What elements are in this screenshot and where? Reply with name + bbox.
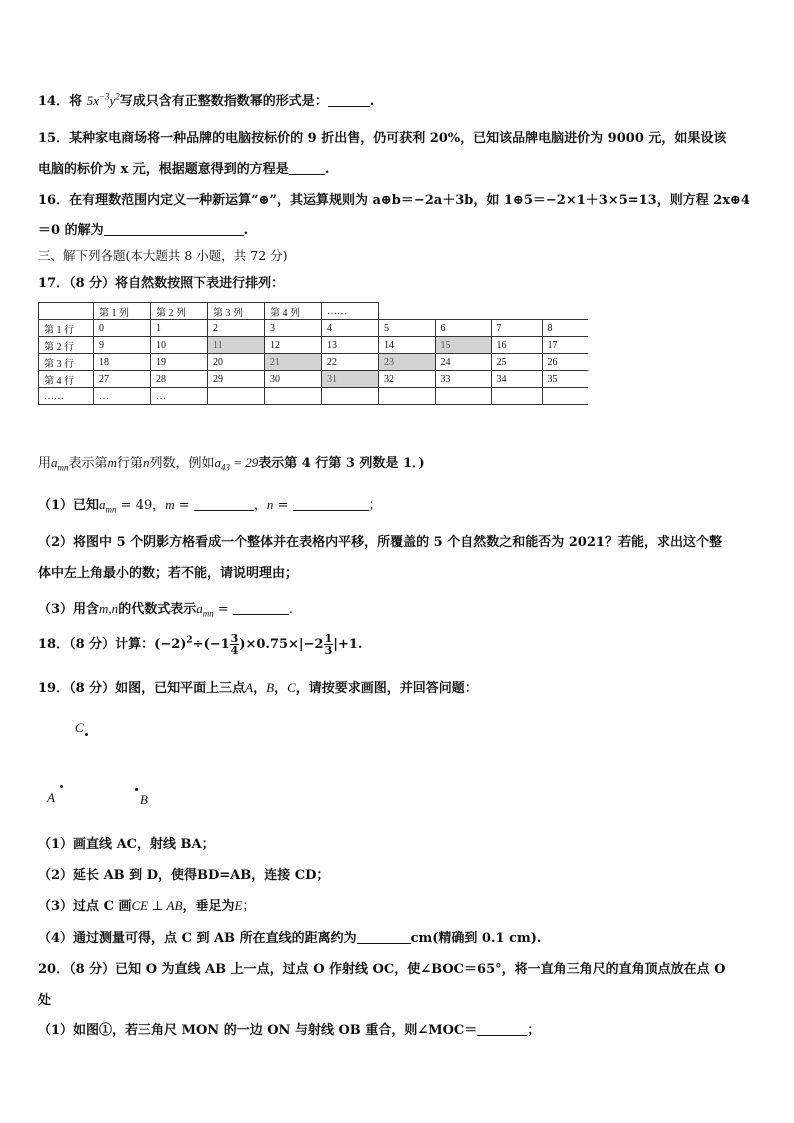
table-cell: 10 [151,337,208,354]
table-cell [322,388,379,405]
question-17-intro: 17．（8 分）将自然数按照下表进行排列： [38,276,285,291]
fraction: $\frac{3}{4}$ [230,632,239,657]
table-cell [379,388,436,405]
answer-blank [357,943,411,944]
table-cell: 25 [491,354,542,371]
table-cell: … [151,388,208,405]
question-15-line2: 电脑的标价为 x 元，根据题意得到的方程是 . [38,162,330,177]
table-row [39,388,589,405]
point-c-dot [85,733,88,736]
answer-blank [289,174,325,175]
table-cell [39,303,94,320]
q14-expression: $5x^{-3}y^2$ [86,91,120,108]
table-row [39,337,589,354]
shaded-cell: 31 [322,371,379,388]
table-cell [491,303,542,320]
table-cell: 第 4 列 [265,303,322,320]
answer-blank [104,235,244,236]
table-cell [435,303,491,320]
table-cell [379,303,436,320]
table-row [39,320,589,337]
question-19-intro: 19．（8 分）如图，已知平面上三点A，B，C，请按要求画图，并回答问题： [38,680,478,696]
q17-note: 用$a_{mn}$表示第m行第n列数，例如$a_{43} = 29$表示第 4 行第 3 列数是 1．) [38,455,425,473]
table-cell [491,388,542,405]
table-cell: 32 [379,371,436,388]
q19-part3: （3）过点 C 画CE ⊥ AB，垂足为E； [38,898,256,914]
table-cell [265,388,322,405]
section-heading: 三、解下列各题(本大题共 8 小题，共 72 分) [38,248,288,263]
point-c-label: C [75,720,84,735]
table-cell: 24 [435,354,491,371]
table-cell: … [94,388,151,405]
table-cell: 第 1 行 [39,320,94,337]
table-cell: 14 [379,337,436,354]
q19-part1: （1）画直线 AC，射线 BA； [38,837,215,852]
table-cell: 12 [265,337,322,354]
table-cell: …… [322,303,379,320]
answer-blank [194,510,254,511]
table-cell: 26 [542,354,588,371]
question-14: 14．将 $5x^{-3}y^2$写成只含有正整数指数幂的形式是： . [38,91,375,109]
table-cell [208,388,265,405]
table-cell: 第 4 行 [39,371,94,388]
q17-part1: （1）已知$a_{mn} = 49$，m = ，n = ； [38,497,382,515]
table-cell: 第 3 行 [39,354,94,371]
shaded-cell: 23 [379,354,436,371]
table-cell: 第 1 列 [94,303,151,320]
table-cell: 4 [322,320,379,337]
q17-part2-line1: （2）将图中 5 个阴影方格看成一个整体并在表格内平移，所覆盖的 5 个自然数之和能否为 2021？若能，求出这个整 [38,535,722,550]
table-cell: 第 2 列 [151,303,208,320]
question-20-line1: 20．（8 分）已知 O 为直线 AB 上一点，过点 O 作射线 OC，使∠BOC＝65°，将一直角三角尺的直角顶点放在点 O [38,962,726,977]
table-cell: 17 [542,337,588,354]
fraction: $\frac{1}{3}$ [324,632,333,657]
table-cell: 5 [379,320,436,337]
table-cell: 9 [94,337,151,354]
point-b-dot [135,788,138,791]
table-cell: 35 [542,371,588,388]
q19-part2: （2）延长 AB 到 D，使得BD=AB，连接 CD； [38,868,330,883]
point-b-label: B [140,792,148,807]
table-cell: 19 [151,354,208,371]
table-cell [542,388,588,405]
point-a-dot [60,785,63,788]
answer-blank [233,614,289,615]
question-16-line1: 16．在有理数范围内定义一种新运算“⊕”，其运算规则为 a⊕b＝−2a＋3b，如 1⊕5＝−2×1＋3×5=13，则方程 2x⊕4 [38,193,750,208]
table-cell: 13 [322,337,379,354]
point-a-label: A [47,790,55,805]
table-row [39,371,589,388]
question-20-line2: 处 [38,993,52,1008]
answer-blank [293,510,369,511]
table-cell: 8 [542,320,588,337]
table-cell: 20 [208,354,265,371]
q17-part3: （3）用含m,n的代数式表示$a_{mn}$ = . [38,601,294,619]
table-cell: …… [39,388,94,405]
table-cell [542,303,588,320]
answer-blank [328,106,370,107]
question-15-line1: 15．某种家电商场将一种品牌的电脑按标价的 9 折出售，仍可获利 20%，已知该品牌电脑进价为 9000 元，如果设该 [38,131,727,146]
q17-part2-line2: 体中左上角最小的数；若不能，请说明理由； [38,566,299,581]
shaded-cell: 15 [435,337,491,354]
table-cell [435,388,491,405]
table-cell: 3 [265,320,322,337]
table-cell: 33 [435,371,491,388]
table-cell: 22 [322,354,379,371]
table-header-row [39,303,589,320]
table-cell: 2 [208,320,265,337]
table-cell: 18 [94,354,151,371]
table-cell: 7 [491,320,542,337]
shaded-cell: 21 [265,354,322,371]
table-cell: 30 [265,371,322,388]
q20-part1: （1）如图①，若三角尺 MON 的一边 ON 与射线 OB 重合，则∠MOC＝ ； [38,1023,541,1038]
table-cell: 27 [94,371,151,388]
shaded-cell: 11 [208,337,265,354]
table-cell: 第 2 行 [39,337,94,354]
table-cell: 29 [208,371,265,388]
number-table [38,302,588,405]
table-cell: 第 3 列 [208,303,265,320]
table-cell: 6 [435,320,491,337]
table-row [39,354,589,371]
table-cell: 28 [151,371,208,388]
table-cell: 0 [94,320,151,337]
question-18: 18．（8 分）计算：$(-2)^2\div(-1$ $\frac{3}{4}$ )×0.75×|−2 $\frac{1}{3}$ |+1. [38,632,363,657]
table-cell: 16 [491,337,542,354]
answer-blank [477,1035,527,1036]
table-cell: 34 [491,371,542,388]
q19-part4: （4）通过测量可得，点 C 到 AB 所在直线的距离约为 cm(精确到 0.1 cm). [38,931,542,946]
question-16-line2: ＝0 的解为 . [38,223,249,238]
table-cell: 1 [151,320,208,337]
